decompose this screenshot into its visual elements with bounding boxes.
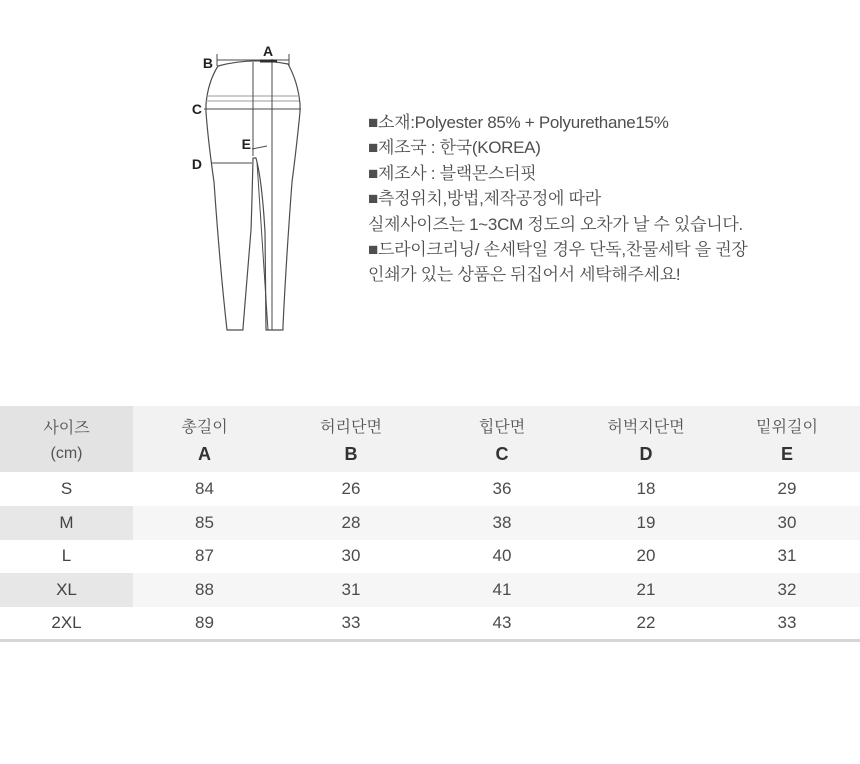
column-letter: B: [344, 443, 358, 464]
column-header-total-length: [133, 406, 276, 472]
value-cell: 89: [195, 613, 214, 633]
info-line-measure-1: ■측정위치,방법,제작공정에 따라: [368, 189, 601, 209]
measure-label-e: E: [241, 136, 251, 152]
value-cell: 28: [276, 506, 426, 540]
info-line-material: ■소재:Polyester 85% + Polyurethane15%: [368, 113, 669, 132]
header-size-unit: (cm): [50, 445, 83, 462]
table-row-2xl: [0, 607, 860, 641]
info-line-washing-2: 인쇄가 있는 상품은 뒤집어서 세탁해주세요!: [368, 265, 681, 285]
column-letter: A: [198, 443, 211, 464]
value-cell: 31: [276, 573, 426, 607]
size-cell: 2XL: [51, 613, 82, 633]
size-table: [0, 406, 860, 642]
value-cell: 19: [578, 506, 714, 540]
info-line-country: ■제조국 : 한국(KOREA): [368, 138, 541, 158]
value-cell: 32: [714, 573, 860, 607]
size-cell: L: [61, 546, 72, 566]
info-line-measure-2: 실제사이즈는 1~3CM 정도의 오차가 날 수 있습니다.: [368, 214, 743, 234]
table-row-m: [0, 506, 860, 540]
table-header-row: [0, 406, 860, 472]
column-header-waist: [276, 406, 426, 472]
table-row-s: [0, 472, 860, 506]
value-cell: 84: [195, 478, 214, 498]
measure-label-b: B: [202, 55, 213, 71]
table-row-l: [0, 540, 860, 574]
size-cell: M: [0, 506, 133, 540]
value-cell: 40: [492, 546, 512, 566]
inner-leg-seam: [257, 162, 268, 330]
table-row-xl: [0, 573, 860, 607]
measure-label-c: C: [191, 101, 202, 117]
column-name: 힙단면: [478, 418, 526, 436]
header-size-column: [0, 406, 133, 472]
value-cell: 31: [777, 546, 797, 566]
column-name: 총길이: [181, 418, 228, 436]
info-line-maker: ■제조사 : 블랙몬스터핏: [368, 163, 537, 183]
rise-tick: [252, 146, 267, 149]
column-letter: C: [495, 443, 509, 464]
header-size-label: 사이즈: [43, 420, 90, 437]
column-letter: E: [780, 443, 793, 464]
value-cell: 38: [426, 506, 578, 540]
value-cell: 88: [133, 573, 276, 607]
value-cell: 33: [341, 613, 361, 633]
value-cell: 22: [636, 613, 656, 633]
measure-label-d: D: [191, 156, 202, 172]
column-header-hip: [426, 406, 578, 472]
info-line-washing-1: ■드라이크리닝/ 손세탁일 경우 단독,찬물세탁 을 권장: [368, 239, 748, 259]
value-cell: 20: [636, 546, 656, 566]
value-cell: 85: [133, 506, 276, 540]
column-header-rise: [714, 406, 860, 472]
value-cell: 43: [492, 613, 512, 633]
value-cell: 30: [341, 546, 361, 566]
value-cell: 29: [777, 478, 797, 498]
size-cell: S: [60, 478, 73, 498]
size-cell: XL: [0, 573, 133, 607]
value-cell: 26: [341, 478, 361, 498]
product-info-block: [368, 110, 748, 288]
column-name: 밑위길이: [756, 418, 818, 436]
column-name: 허리단면: [320, 418, 382, 436]
value-cell: 30: [714, 506, 860, 540]
value-cell: 33: [777, 613, 797, 633]
value-cell: 41: [426, 573, 578, 607]
column-letter: D: [639, 443, 653, 464]
value-cell: 21: [578, 573, 714, 607]
value-cell: 18: [636, 478, 656, 498]
value-cell: 87: [195, 546, 214, 566]
column-name: 허벅지단면: [607, 418, 685, 436]
column-header-thigh: [578, 406, 714, 472]
measure-label-a: A: [262, 43, 274, 59]
value-cell: 36: [492, 478, 512, 498]
